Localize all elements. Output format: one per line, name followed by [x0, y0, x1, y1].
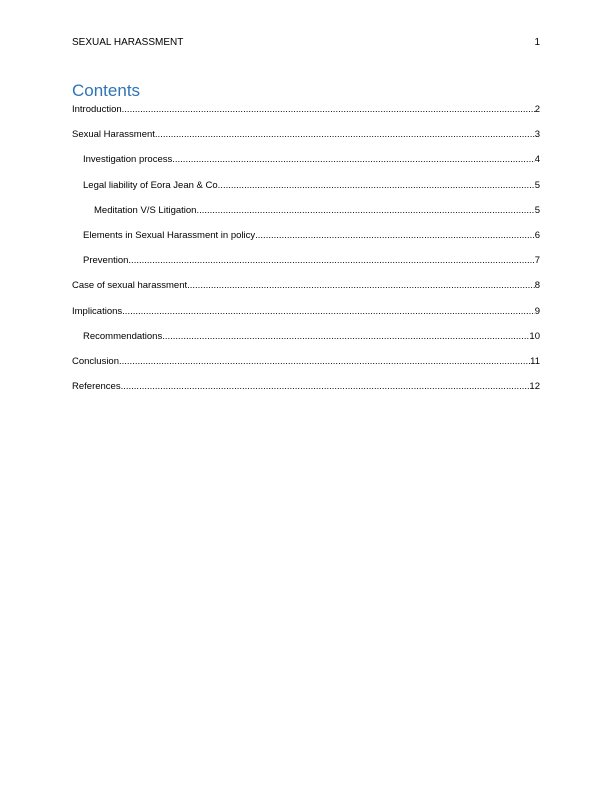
toc-entry-label: Elements in Sexual Harassment in policy: [83, 229, 256, 241]
toc-dot-leader: [218, 178, 535, 193]
toc-entry-label: Case of sexual harassment: [72, 280, 188, 292]
toc-entry-page: 8: [534, 280, 540, 292]
toc-entry-legal-liability[interactable]: [72, 178, 540, 193]
toc-dot-leader: [196, 203, 534, 218]
page-number: 1: [534, 37, 540, 48]
toc-entry-references[interactable]: [72, 379, 540, 394]
toc-dot-leader: [121, 379, 530, 394]
toc-dot-leader: [255, 228, 535, 243]
toc-dot-leader: [119, 354, 530, 369]
toc-dot-leader: [162, 329, 529, 344]
toc-entry-prevention[interactable]: [72, 253, 540, 268]
toc-entry-page: 11: [530, 355, 540, 367]
toc-dot-leader: [172, 152, 534, 167]
toc-dot-leader: [187, 278, 535, 293]
toc-entry-recommendations[interactable]: [72, 329, 540, 344]
toc-entry-label: Prevention: [83, 255, 129, 267]
toc-entry-conclusion[interactable]: [72, 354, 540, 369]
toc-entry-page: 9: [534, 305, 540, 317]
toc-entry-page: 2: [534, 104, 540, 115]
toc-entry-page: 7: [534, 255, 540, 267]
table-of-contents: [72, 102, 540, 404]
toc-entry-label: Legal liability of Eora Jean & Co: [83, 179, 218, 191]
toc-entry-label: Conclusion: [72, 355, 119, 367]
toc-entry-page: 4: [534, 154, 540, 166]
toc-entry-investigation-process[interactable]: [72, 152, 540, 167]
toc-entry-page: 3: [534, 129, 540, 141]
toc-dot-leader: [122, 102, 535, 117]
toc-entry-label: References: [72, 381, 121, 393]
toc-entry-introduction[interactable]: [72, 102, 540, 117]
toc-dot-leader: [122, 304, 535, 319]
toc-dot-leader: [128, 253, 534, 268]
toc-entry-meditation-litigation[interactable]: [72, 203, 540, 218]
toc-dot-leader: [155, 127, 535, 142]
toc-entry-page: 5: [534, 179, 540, 191]
toc-entry-label: Implications: [72, 305, 123, 317]
toc-heading: Contents: [72, 81, 141, 100]
toc-entry-label: Recommendations: [83, 330, 163, 342]
toc-entry-label: Investigation process: [83, 154, 173, 166]
toc-entry-elements-policy[interactable]: [72, 228, 540, 243]
toc-entry-page: 5: [534, 204, 540, 216]
toc-entry-case[interactable]: [72, 278, 540, 293]
toc-entry-page: 12: [529, 381, 540, 393]
running-head: SEXUAL HARASSMENT: [72, 37, 184, 48]
page-header: [72, 37, 540, 49]
toc-entry-sexual-harassment[interactable]: [72, 127, 540, 142]
toc-entry-label: Meditation V/S Litigation: [94, 204, 197, 216]
toc-entry-label: Introduction: [72, 104, 122, 115]
toc-entry-page: 10: [529, 330, 540, 342]
toc-entry-label: Sexual Harassment: [72, 129, 155, 141]
toc-entry-implications[interactable]: [72, 304, 540, 319]
toc-entry-page: 6: [534, 229, 540, 241]
